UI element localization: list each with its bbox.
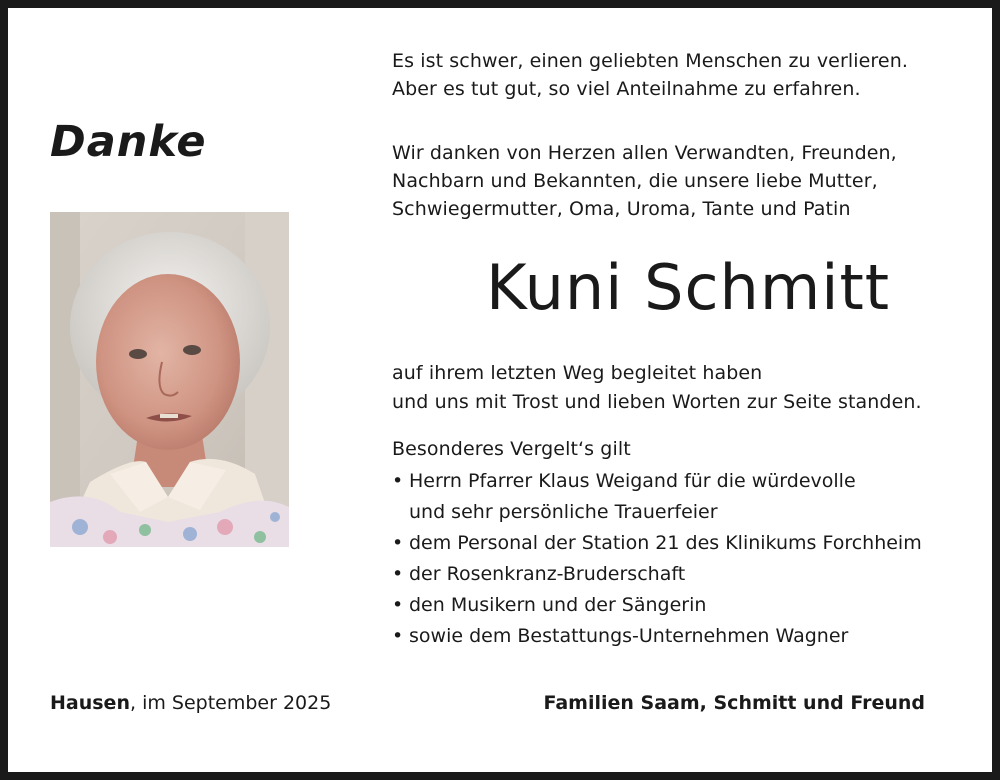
accompanied-line-1: auf ihrem letzten Weg begleitet haben xyxy=(392,362,763,384)
list-item xyxy=(392,621,922,652)
thanks-line-3: Schwiegermutter, Oma, Uroma, Tante und Patin xyxy=(392,198,851,220)
place-date xyxy=(50,688,331,719)
bullet-icon: • xyxy=(392,563,404,585)
list-item-text: Herrn Pfarrer Klaus Weigand für die würdevolle xyxy=(409,470,856,492)
bullet-icon: • xyxy=(392,532,404,554)
list-item-text: dem Personal der Station 21 des Klinikums Forchheim xyxy=(409,532,922,554)
deceased-name: Kuni Schmitt xyxy=(486,251,891,324)
list-item-text: und sehr persönliche Trauerfeier xyxy=(409,501,718,523)
list-item-text: sowie dem Bestattungs-Unternehmen Wagner xyxy=(409,625,849,647)
thanks-line-2: Nachbarn und Bekannten, die unsere liebe Mutter, xyxy=(392,170,878,192)
date: , im September 2025 xyxy=(129,692,332,714)
page-title: Danke xyxy=(50,117,207,167)
intro-line-1: Es ist schwer, einen geliebten Menschen zu verlieren. xyxy=(392,50,908,72)
bullet-icon: • xyxy=(392,470,404,492)
portrait-photo-icon xyxy=(50,212,289,547)
accompanied-line-2: und uns mit Trost und lieben Worten zur Seite standen. xyxy=(392,391,922,413)
list-item xyxy=(392,590,922,621)
portrait-photo xyxy=(50,212,289,547)
list-item-text: den Musikern und der Sängerin xyxy=(409,594,707,616)
special-thanks-heading: Besonderes Vergelt‘s gilt xyxy=(392,438,631,460)
intro-line-2: Aber es tut gut, so viel Anteilnahme zu erfahren. xyxy=(392,78,861,100)
place: Hausen xyxy=(50,692,130,714)
signature: Familien Saam, Schmitt und Freund xyxy=(543,692,925,714)
list-item xyxy=(392,559,922,590)
obituary-card xyxy=(8,8,992,772)
list-item-text: der Rosenkranz-Bruderschaft xyxy=(409,563,686,585)
thanks-list xyxy=(392,466,922,652)
thanks-line-1: Wir danken von Herzen allen Verwandten, Freunden, xyxy=(392,142,897,164)
bullet-icon: • xyxy=(392,594,404,616)
list-item xyxy=(392,528,922,559)
list-item xyxy=(392,466,922,528)
bullet-icon: • xyxy=(392,625,404,647)
